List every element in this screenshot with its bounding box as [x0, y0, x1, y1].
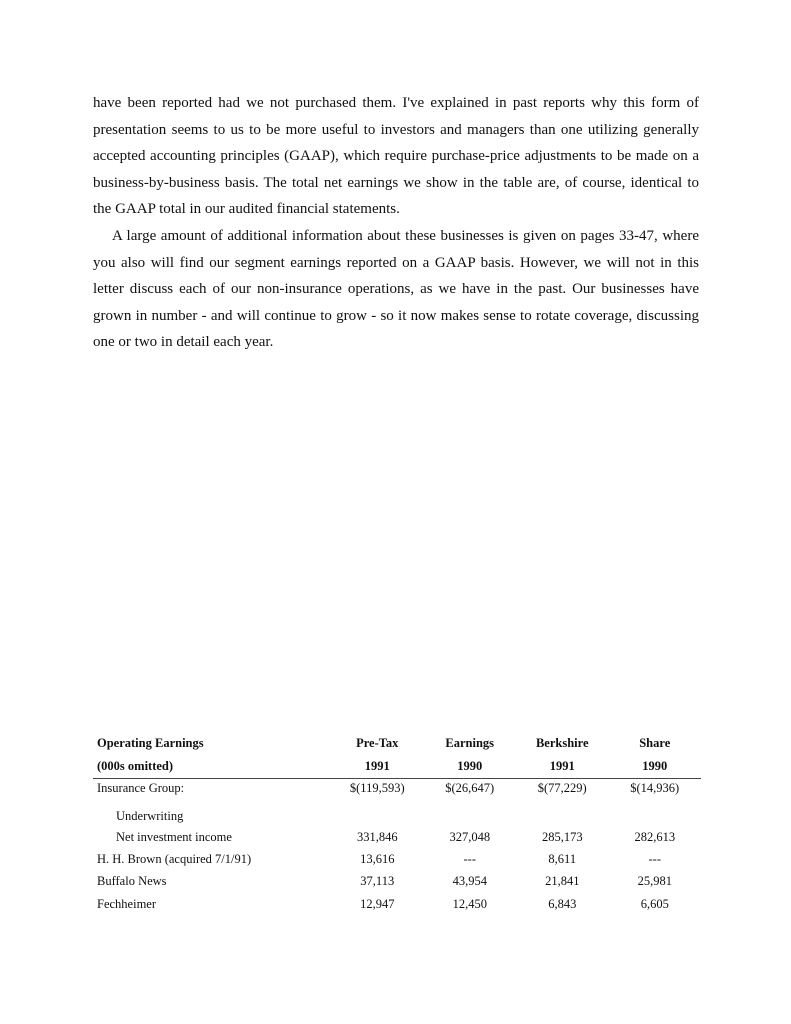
- header-year-4: 1990: [609, 755, 702, 779]
- header-berkshire: Berkshire: [535, 735, 589, 750]
- cell-hh-brown-berkshire-1991: 8,611: [548, 851, 577, 866]
- cell-underwriting-berkshire-1990: $(14,936): [630, 780, 680, 795]
- cell-fechheimer-pretax-1991: 12,947: [360, 896, 395, 911]
- cell-hh-brown-pretax-1990: ---: [463, 851, 476, 866]
- cell-hh-brown-berkshire-1990: ---: [648, 851, 661, 866]
- table-row-hh-brown: [93, 848, 701, 870]
- row-label-underwriting: Underwriting: [116, 808, 184, 823]
- cell-underwriting-pretax-1990: $(26,647): [445, 780, 495, 795]
- header-operating-earnings: Operating Earnings: [97, 735, 204, 750]
- cell-underwriting-berkshire-1991: $(77,229): [537, 780, 587, 795]
- cell-hh-brown-pretax-1991: 13,616: [360, 851, 395, 866]
- operating-earnings-table: [93, 732, 701, 915]
- header-pre-tax: Pre-Tax: [356, 735, 399, 750]
- row-label-insurance-group: Insurance Group:: [97, 780, 185, 795]
- table-row-buffalo-news: [93, 871, 701, 893]
- header-year-3: 1991: [516, 755, 609, 779]
- cell-nii-pretax-1991: 331,846: [356, 829, 398, 844]
- cell-buffalo-news-berkshire-1990: 25,981: [637, 874, 672, 889]
- cell-buffalo-news-berkshire-1991: 21,841: [545, 874, 580, 889]
- paragraph-1: have been reported had we not purchased them. I've explained in past reports why this form of presentation seems to us to be more useful to investors and managers than one utilizing generally accepted accounting principles (GAAP), which require purchase-price adjustments to be made on a business-by-business basis. The total net earnings we show in the table are, of course, identical to the GAAP total in our audited financial statements.: [93, 95, 699, 218]
- table-header-row-1: [93, 732, 701, 755]
- cell-underwriting-pretax-1991: $(119,593): [349, 780, 405, 795]
- header-earnings: Earnings: [445, 735, 495, 750]
- cell-fechheimer-pretax-1990: 12,450: [452, 896, 487, 911]
- table-row-net-investment-income: [93, 826, 701, 848]
- cell-buffalo-news-pretax-1991: 37,113: [360, 874, 395, 889]
- cell-nii-berkshire-1990: 282,613: [634, 829, 676, 844]
- cell-fechheimer-berkshire-1990: 6,605: [640, 896, 669, 911]
- letter-body: [93, 90, 699, 356]
- row-label-fechheimer: Fechheimer: [97, 896, 157, 911]
- paragraph-2: A large amount of additional information about these businesses is given on pages 33-47, where you also will find our segment earnings reported on a GAAP basis. However, we will not in this letter discuss each of our non-insurance operations, as we have in the past. Our businesses have grown in number - and will continue to grow - so it now makes sense to rotate coverage, discussing one or two in detail each year.: [93, 227, 699, 351]
- cell-nii-pretax-1990: 327,048: [449, 829, 491, 844]
- cell-buffalo-news-pretax-1990: 43,954: [452, 874, 487, 889]
- row-label-hh-brown: H. H. Brown (acquired 7/1/91): [97, 851, 252, 866]
- row-label-buffalo-news: Buffalo News: [97, 874, 167, 889]
- header-share: Share: [639, 735, 671, 750]
- table-row-fechheimer: [93, 893, 701, 915]
- header-year-1: 1991: [331, 755, 424, 779]
- header-units: (000s omitted): [93, 755, 331, 779]
- row-label-net-investment-income: Net investment income: [116, 829, 232, 844]
- table-row-insurance-group: [93, 778, 701, 802]
- header-year-2: 1990: [424, 755, 517, 779]
- cell-fechheimer-berkshire-1991: 6,843: [548, 896, 577, 911]
- table-header-row-2: [93, 755, 701, 779]
- cell-nii-berkshire-1991: 285,173: [541, 829, 583, 844]
